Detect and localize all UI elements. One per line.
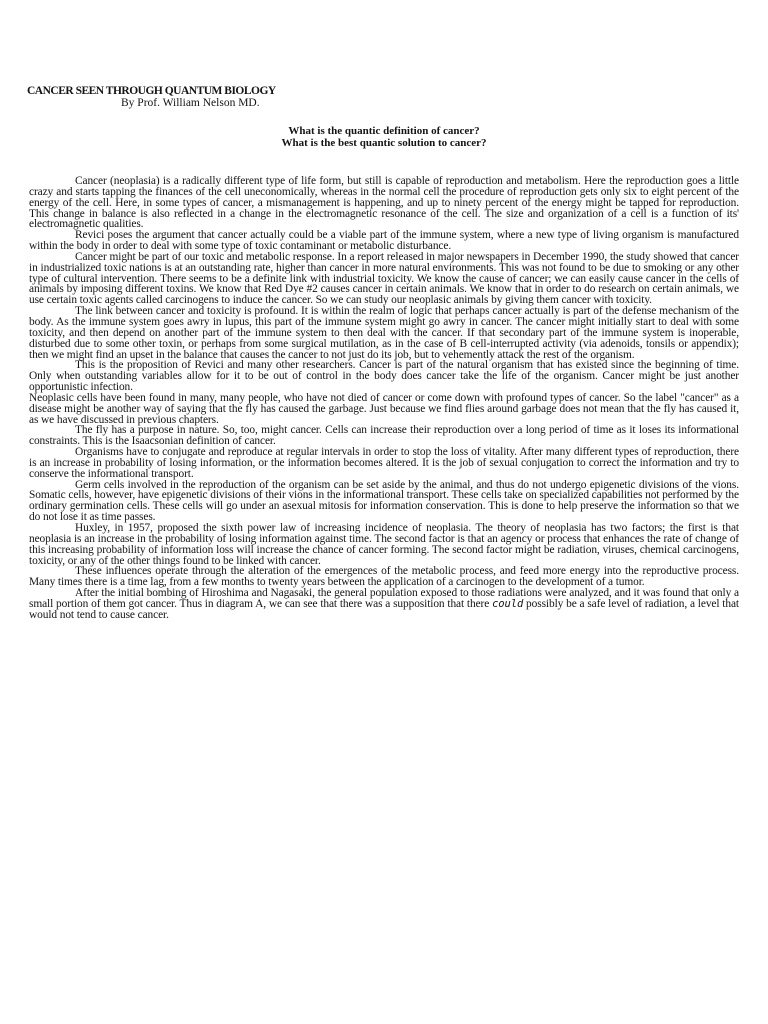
paragraph-12-start: After the initial bombing of Hiroshima and Nagasaki, the general population exposed to those radiations were analyzed, and it was found that only a small portion of them got cancer. Thus in diagram A, we can see that there was a supposition that there: [29, 587, 739, 610]
document-title: CANCER SEEN THROUGH QUANTUM BIOLOGY: [27, 85, 276, 97]
paragraph-1: Cancer (neoplasia) is a radically different type of life form, but still is capable of reproduction and metabolism. Here the reproduction goes a little crazy and starts tapping the finances of the cell uneconomically, whereas in the normal cell the procedure of reproduction gets only six to eight percent of the energy of the cell. Here, in some types of cancer, a mismanagement is happening, and up to ninety percent of the energy might be tapped for reproduction. This change in balance is also reflected in a change in the electromagnetic resonance of the cell. The size and organization of a cell is a function of its' electromagnetic qualities.: [29, 175, 739, 231]
document-author: By Prof. William Nelson MD.: [121, 97, 260, 109]
paragraph-8: Organisms have to conjugate and reproduce at regular intervals in order to stop the loss of vitality. After many different types of reproduction, there is an increase in probability of losing information, or the information becomes altered. It is the job of sexual conjugation to correct the information and try to conserve the informational transport.: [29, 446, 739, 480]
paragraph-2: Revici poses the argument that cancer actually could be a viable part of the immune system, where a new type of living organism is manufactured within the body in order to deal with some type of toxic contaminant or metabolic disturbance.: [29, 229, 739, 253]
paragraph-3: Cancer might be part of our toxic and metabolic response. In a report released in major newspapers in December 1990, the study showed that cancer in industrialized toxic nations is at an outstanding rate, higher than cancer in more natural environments. This was not found to be due to smoking or any other type of cultural intervention. There seems to be a definite link with industrial toxicity. We know the cause of cancer; we can easily cause cancer in the cells of animals by imposing different toxins. We know that Red Dye #2 causes cancer in certain animals. We know that in order to do research on certain animals, we use certain toxic agents called carcinogens to induce the cancer. So we can study our neoplasic animals by giving them cancer with toxicity.: [29, 250, 739, 307]
paragraph-6: Neoplasic cells have been found in many, many people, who have not died of cancer or come down with profound types of cancer. So the label "cancer" as a disease might be another way of saying that the fly has caused the garbage. Just because we find flies around garbage does not mean that the fly has caused it, as we have discussed in previous chapters.: [29, 391, 739, 426]
questions-block: [200, 125, 568, 149]
paragraph-9: Germ cells involved in the reproduction of the organism can be set aside by the animal, and thus do not undergo epigenetic divisions of the vions. Somatic cells, however, have epigenetic divisions of their vions in the informational transport. These cells take on specialized capabilities not performed by the ordinary germination cells. These cells will go under an asexual mitosis for information conservation. This is done to help preserve the information so that we do not lose it as time passes.: [29, 478, 739, 524]
paragraph-7: The fly has a purpose in nature. So, too, might cancer. Cells can increase their reproduction over a long period of time as it loses its informational constraints. This is the Isaacsonian definition of cancer.: [29, 424, 739, 448]
paragraph-5: This is the proposition of Revici and many other researchers. Cancer is part of the natural organism that has existed since the beginning of time. Only when outstanding variables allow for it to be out of control in the body does cancer take the life of the organism. Cancer might be just another opportunistic infection.: [29, 359, 739, 394]
paragraph-12: [29, 588, 739, 621]
paragraph-4: The link between cancer and toxicity is profound. It is within the realm of logic that perhaps cancer actually is part of the defense mechanism of the body. As the immune system goes awry in lupus, this part of the immune system might go awry in cancer. The cancer might initially start to deal with some toxicity, and then depend on another part of the immune system to then deal with the cancer. If that secondary part of the immune system is inoperable, disturbed due to some other toxin, or perhaps from some surgical mutilation, as in the case of B cell-interrupted activity (via adenoids, tonsils or appendix); then we might find an upset in the balance that causes the cancer to not just do its job, but to vehemently attack the rest of the organism.: [29, 305, 739, 361]
question-2: What is the best quantic solution to cancer?: [281, 137, 487, 149]
emphasis-could: could: [492, 597, 524, 610]
paragraph-11: These influences operate through the alteration of the emergences of the metabolic process, and feed more energy into the reproductive process. Many times there is a time lag, from a few months to twenty years between the application of a carcinogen to the development of a tumor.: [29, 565, 739, 589]
paragraph-12-end: possibly be a safe level of radiation, a level that would not tend to cause cancer.: [29, 597, 739, 621]
question-1: What is the quantic definition of cancer?: [288, 125, 480, 137]
body-text: [29, 176, 739, 621]
paragraph-10: Huxley, in 1957, proposed the sixth power law of increasing incidence of neoplasia. The theory of neoplasia has two factors; the first is that neoplasia is an increase in the probability of losing information against time. The second factor is that an agency or process that enhances the rate of change of this increasing probability of information loss will increase the chance of cancer forming. The second factor might be radiation, viruses, chemical carcinogens, toxicity, or any of the other things found to be linked with cancer.: [29, 522, 739, 567]
